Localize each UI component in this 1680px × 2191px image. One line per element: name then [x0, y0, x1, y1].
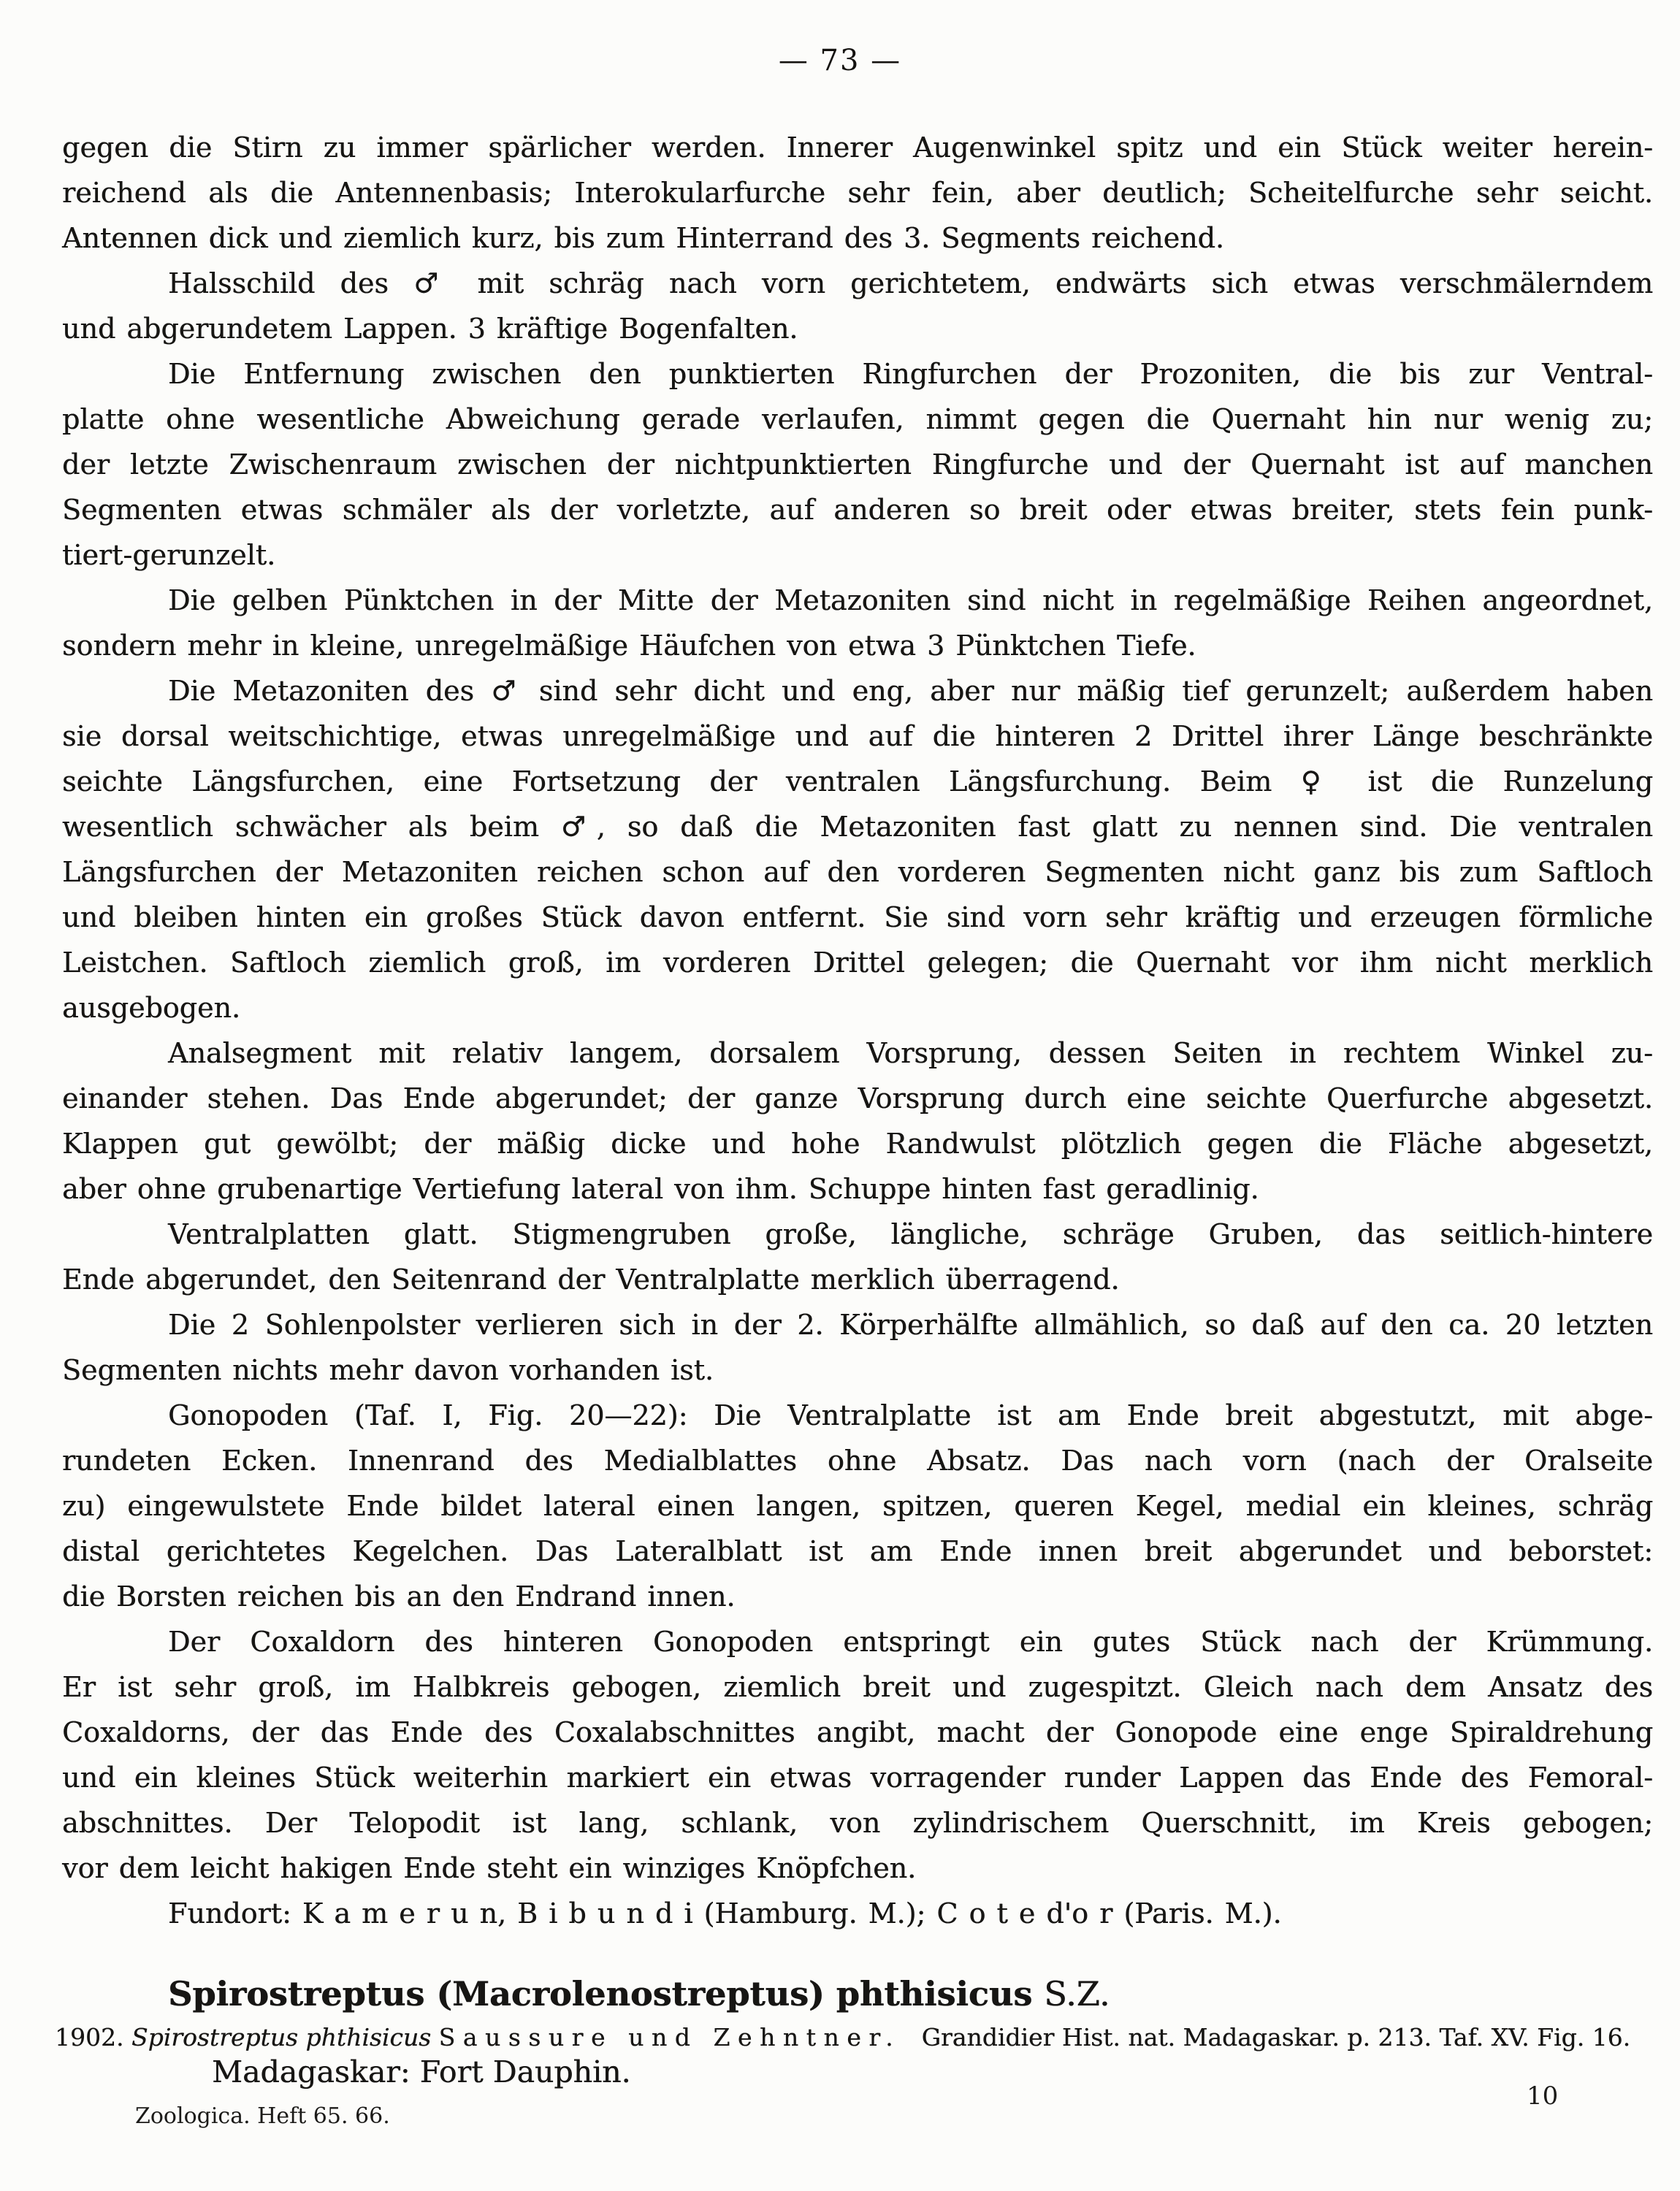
text-line-19: Leistchen. Saftloch ziemlich groß, im vorderen Drittel gelegen; die Quernaht vor ihm nicht merklich — [62, 947, 1653, 979]
text-line-3: Antennen dick und ziemlich kurz, bis zum Hinterrand des 3. Segments reichend. — [62, 222, 1224, 254]
reference-year: 1902. — [55, 2023, 124, 2052]
text-line-40: Fundort: K a m e r u n, B i b u n d i (Hamburg. M.); C o t e d'o r (Paris. M.). — [168, 1897, 1282, 1930]
text-line-10: tiert-gerunzelt. — [62, 539, 276, 571]
text-line-2: reichend als die Antennenbasis; Interokularfurche sehr fein, aber deutlich; Scheitelfurche sehr seicht. — [62, 177, 1653, 209]
text-line-23: Klappen gut gewölbt; der mäßig dicke und hohe Randwulst plötzlich gegen die Fläche abgesetzt, — [62, 1128, 1653, 1160]
text-line-26: Ende abgerundet, den Seitenrand der Ventralplatte merklich überragend. — [62, 1263, 1120, 1296]
reference-entry — [55, 2023, 1631, 2052]
text-line-9: Segmenten etwas schmäler als der vorletzte, auf anderen so breit oder etwas breiter, stets fein punk- — [62, 494, 1653, 526]
species-heading-author: S.Z. — [1044, 1974, 1110, 2014]
body-text — [62, 125, 1653, 1936]
footer-signature: 10 — [1527, 2081, 1559, 2111]
text-line-20: ausgebogen. — [62, 992, 241, 1024]
locality-line: Madagaskar: Fort Dauphin. — [212, 2054, 631, 2089]
text-line-5: und abgerundetem Lappen. 3 kräftige Bogenfalten. — [62, 313, 798, 345]
species-heading-name: Spirostreptus (Macrolenostreptus) phthisicus — [168, 1974, 1033, 2014]
footer-journal: Zoologica. Heft 65. 66. — [135, 2103, 390, 2129]
text-line-32: distal gerichtetes Kegelchen. Das Lateralblatt ist am Ende innen breit abgerundet und beborstet: — [62, 1535, 1653, 1567]
text-line-29: Gonopoden (Taf. I, Fig. 20—22): Die Ventralplatte ist am Ende breit abgestutzt, mit abge- — [168, 1399, 1653, 1431]
text-line-16: wesentlich schwächer als beim ♂, so daß die Metazoniten fast glatt zu nennen sind. Die ventralen — [62, 811, 1653, 843]
reference-species: Spirostreptus phthisicus — [131, 2023, 432, 2052]
page-header-number: — 73 — — [778, 44, 902, 77]
reference-authors: Saussure und Zehntner. — [438, 2023, 901, 2052]
text-line-39: vor dem leicht hakigen Ende steht ein winziges Knöpfchen. — [62, 1852, 917, 1884]
text-line-18: und bleiben hinten ein großes Stück davon entfernt. Sie sind vorn sehr kräftig und erzeugen förmliche — [62, 901, 1653, 933]
text-line-28: Segmenten nichts mehr davon vorhanden ist. — [62, 1354, 714, 1386]
text-line-4: Halsschild des ♂ mit schräg nach vorn gerichtetem, endwärts sich etwas verschmälerndem — [168, 267, 1653, 299]
text-line-36: Coxaldorns, der das Ende des Coxalabschnittes angibt, macht der Gonopode eine enge Spiraldrehung — [62, 1716, 1653, 1748]
text-line-30: rundeten Ecken. Innenrand des Medialblattes ohne Absatz. Das nach vorn (nach der Oralseite — [62, 1445, 1653, 1477]
text-line-31: zu) eingewulstete Ende bildet lateral einen langen, spitzen, queren Kegel, medial ein kleines, schräg — [62, 1490, 1653, 1522]
reference-citation: Grandidier Hist. nat. Madagaskar. p. 213. Taf. XV. Fig. 16. — [921, 2023, 1631, 2052]
text-line-35: Er ist sehr groß, im Halbkreis gebogen, ziemlich breit und zugespitzt. Gleich nach dem Ansatz des — [62, 1671, 1653, 1703]
text-line-11: Die gelben Pünktchen in der Mitte der Metazoniten sind nicht in regelmäßige Reihen angeordnet, — [168, 584, 1653, 616]
text-line-37: und ein kleines Stück weiterhin markiert ein etwas vorragender runder Lappen das Ende des Femoral- — [62, 1762, 1653, 1794]
text-line-27: Die 2 Sohlenpolster verlieren sich in der 2. Körperhälfte allmählich, so daß auf den ca. 20 letzten — [168, 1309, 1653, 1341]
text-line-14: sie dorsal weitschichtige, etwas unregelmäßige und auf die hinteren 2 Drittel ihrer Länge beschränkte — [62, 720, 1653, 752]
text-line-24: aber ohne grubenartige Vertiefung lateral von ihm. Schuppe hinten fast geradlinig. — [62, 1173, 1259, 1205]
text-line-22: einander stehen. Das Ende abgerundet; der ganze Vorsprung durch eine seichte Querfurche abgesetzt. — [62, 1082, 1653, 1114]
text-line-33: die Borsten reichen bis an den Endrand innen. — [62, 1580, 736, 1613]
text-line-1: gegen die Stirn zu immer spärlicher werden. Innerer Augenwinkel spitz und ein Stück weiter herein- — [62, 131, 1653, 164]
text-line-12: sondern mehr in kleine, unregelmäßige Häufchen von etwa 3 Pünktchen Tiefe. — [62, 630, 1196, 662]
text-line-21: Analsegment mit relativ langem, dorsalem Vorsprung, dessen Seiten in rechtem Winkel zu- — [168, 1037, 1653, 1069]
text-line-6: Die Entfernung zwischen den punktierten Ringfurchen der Prozoniten, die bis zur Ventral- — [168, 358, 1653, 390]
text-line-8: der letzte Zwischenraum zwischen der nichtpunktierten Ringfurche und der Quernaht ist auf manchen — [62, 448, 1653, 481]
text-line-17: Längsfurchen der Metazoniten reichen schon auf den vorderen Segmenten nicht ganz bis zum Saftloch — [62, 856, 1653, 888]
species-heading — [168, 1974, 1629, 2014]
text-line-25: Ventralplatten glatt. Stigmengruben große, längliche, schräge Gruben, das seitlich-hintere — [168, 1218, 1653, 1250]
text-line-7: platte ohne wesentliche Abweichung gerade verlaufen, nimmt gegen die Quernaht hin nur wenig zu; — [62, 403, 1653, 435]
text-line-34: Der Coxaldorn des hinteren Gonopoden entspringt ein gutes Stück nach der Krümmung. — [168, 1626, 1653, 1658]
text-line-38: abschnittes. Der Telopodit ist lang, schlank, von zylindrischem Querschnitt, im Kreis gebogen; — [62, 1807, 1653, 1839]
text-line-13: Die Metazoniten des ♂ sind sehr dicht und eng, aber nur mäßig tief gerunzelt; außerdem haben — [168, 675, 1653, 707]
text-line-15: seichte Längsfurchen, eine Fortsetzung der ventralen Längsfurchung. Beim ♀ ist die Runzelung — [62, 765, 1653, 798]
